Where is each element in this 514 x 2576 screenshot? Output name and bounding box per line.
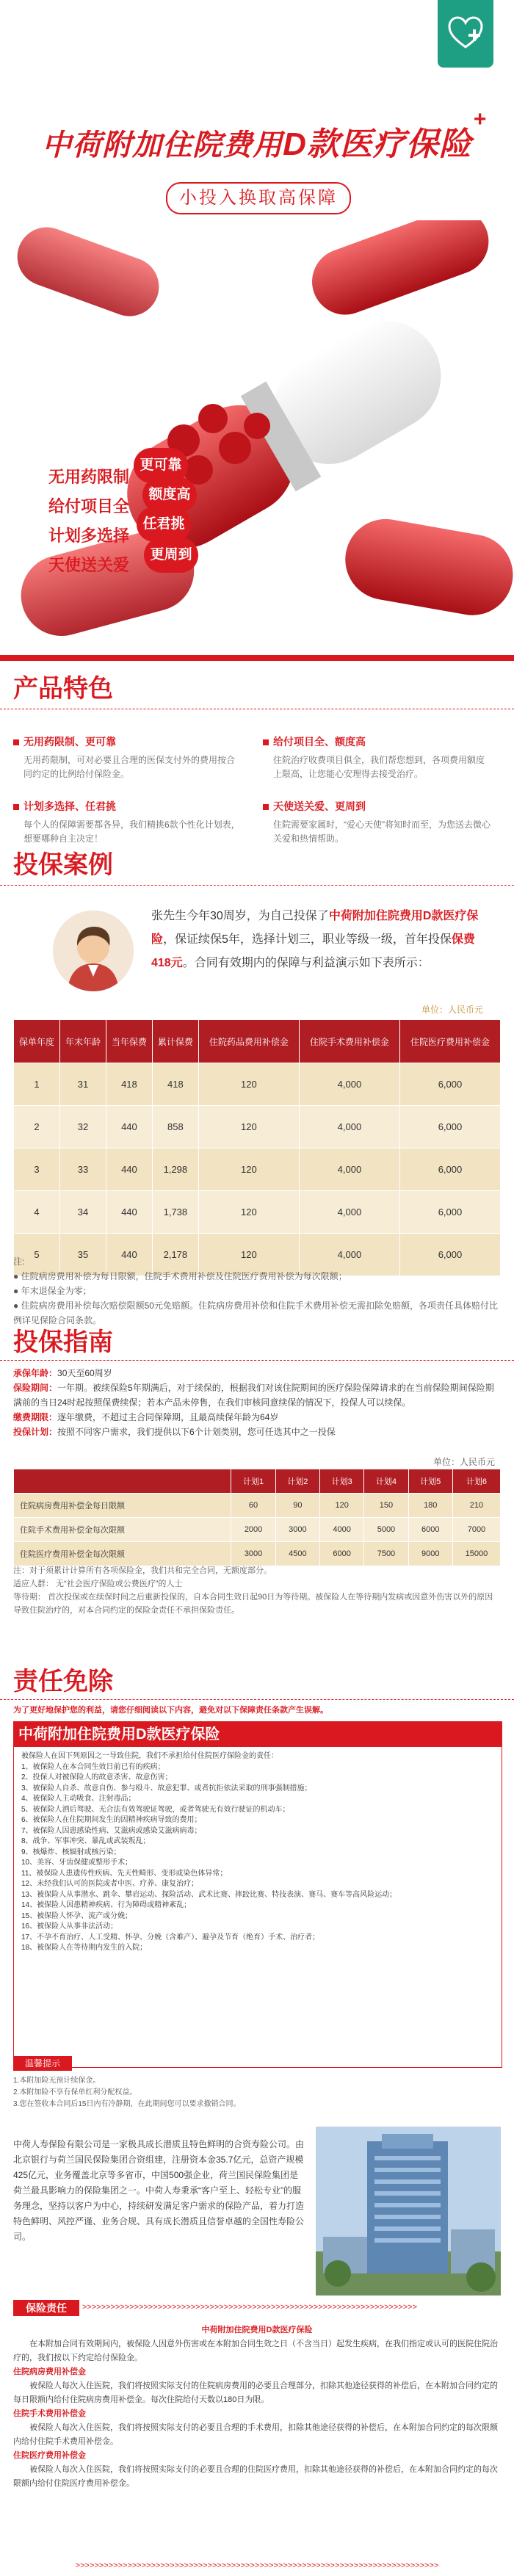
product-feature-3: [13, 799, 241, 846]
product-feature-text: 住院治疗收费项目俱全，我们帮您想到，各项费用额度上限高，让您能心安理得去接受治疗。: [273, 755, 485, 779]
table-cell: 计划6: [452, 1469, 500, 1494]
table-header: 住院手术费用补偿金: [299, 1020, 399, 1063]
section-title-case: 投保案例: [13, 851, 113, 879]
heart-plus-icon: [448, 15, 483, 51]
tips: [13, 2075, 501, 2110]
table-cell: 6,000: [399, 1106, 500, 1148]
table-row: [14, 1518, 501, 1542]
table-cell: 3000: [275, 1518, 319, 1542]
clause-line: 11、被保险人患遗传性疾病、先天性畸形、变形或染色体异常；: [21, 1869, 228, 1878]
table-cell: 4500: [275, 1542, 319, 1566]
table-cell: 3000: [231, 1542, 275, 1566]
hero-bottom-bar: [0, 655, 514, 661]
table-cell: 120: [198, 1106, 299, 1148]
table-cell: 418: [152, 1063, 198, 1106]
table-header: 保单年度: [14, 1020, 60, 1063]
clause-line: 15、被保险人怀孕、流产或分娩；: [21, 1911, 133, 1920]
product-feature-text: 每个人的保障需要都各异，我们精挑6款个性化计划表，想要哪种自主决定！: [23, 820, 240, 844]
table-cell: 858: [152, 1106, 198, 1148]
table-cell: 9000: [408, 1542, 452, 1566]
guide-label: 保险期间：: [13, 1383, 58, 1393]
guide-text: 逐年缴费，不超过主合同保障期，且最高续保年龄为64岁: [57, 1412, 279, 1422]
clause-title: 中荷附加住院费用D款医疗保险: [14, 1722, 502, 1747]
hero-feature-4: 天使送关爱: [48, 556, 130, 574]
note-text: 住院病房费用补偿每次赔偿限额50元免赔额。住院病房费用补偿和住院手术费用补偿无需扣除免赔额，各项责任具体赔付比例详见保险合同条款。: [13, 1300, 498, 1325]
company-intro: 中荷人寿保险有限公司是一家极具成长潜质且特色鲜明的合资寿险公司。由北京银行与荷兰国民保险集团合资组建，注册资本金35.7亿元，总资产规模425亿元，业务覆盖北京等多省市，中国500强企业，荷兰国民保险集团是荷兰最具影响力的保险集团之一。中荷人寿秉承“客户至上、轻松专业”的服务理念，坚持以客户为中心，持续研发满足客户需求的保险产品，着力打造特色鲜明、风控严谨、业务合规、具有成长潜质且信誉卓越的全国性寿险公司。: [13, 2139, 305, 2242]
hero-banner: [0, 0, 514, 661]
decorative-arrows: >>>>>>>>>>>>>>>>>>>>>>>>>>>>>>>>>>>>>>>>>>>>>>>>>>>>>>>>>>>>>>>>>>>>>>>: [82, 2303, 418, 2312]
table-header: 住院药品费用补偿金: [198, 1020, 299, 1063]
case-text-c: 。合同有效期内的保障与利益演示如下表所示：: [182, 957, 430, 969]
footer-arrows: >>>>>>>>>>>>>>>>>>>>>>>>>>>>>>>>>>>>>>>>>>>>>>>>>>>>>>>>>>>>>>>>>>>>>>>>>>>>>: [75, 2561, 439, 2570]
product-feature-2: [263, 734, 491, 781]
table-cell: 4: [14, 1191, 60, 1234]
hero-feature-list: [48, 463, 129, 580]
table-cell: 35: [59, 1234, 106, 1276]
clause-line: 17、不孕不育治疗、人工受精、怀孕、分娩（含难产）、避孕及节育（绝育）手术、治疗者；: [21, 1933, 320, 1942]
table-cell: 4,000: [299, 1191, 399, 1234]
clause-line: 13、被保险人从事潜水、跳伞、攀岩运动、探险活动、武术比赛、摔跤比赛、特技表演、赛马、赛车等高风险运动；: [21, 1890, 397, 1899]
liability-warning: 为了更好地保护您的利益，请您仔细阅读以下内容，避免对以下保障责任条款产生误解。: [13, 1706, 328, 1715]
hero-title: [0, 107, 514, 164]
table-cell: 440: [106, 1106, 152, 1148]
section-title-guide: 投保指南: [13, 1328, 113, 1356]
case-notes: [13, 1254, 501, 1328]
guide-info: [13, 1366, 501, 1439]
responsibility-title: 中荷附加住院费用D款医疗保险: [201, 2326, 313, 2334]
table-cell: 7000: [452, 1518, 500, 1542]
case-text-b: ，保证续保5年，选择计划三，职业等级一级，首年投保: [163, 933, 452, 946]
bubble-thoughtful: 更周到: [144, 538, 198, 573]
responsibility-subtitle: 住院医疗费用补偿金: [13, 2451, 86, 2460]
table-cell: 6000: [408, 1518, 452, 1542]
section-divider: [0, 885, 514, 886]
clause-line: 3、被保险人自杀、故意自伤、参与殴斗、故意犯罪、或者抗拒依法采取的刑事强制措施；: [21, 1784, 312, 1792]
table-header: 年末年龄: [59, 1020, 106, 1063]
guide-notes: [13, 1564, 501, 1617]
hero-feature-3: 计划多选择: [48, 527, 130, 545]
table-cell: 6,000: [399, 1063, 500, 1106]
guide-line: [13, 1366, 501, 1381]
hero-feature-2: 给付项目全: [48, 497, 130, 515]
table-row: [14, 1191, 501, 1234]
table-row: [14, 1106, 501, 1148]
hero-plus-mark: +: [473, 107, 488, 131]
table-cell: 6,000: [399, 1234, 500, 1276]
product-feature-title: 给付项目全、额度高: [263, 734, 491, 749]
guide-text: 按照不同客户需求，我们提供以下6个计划类别，您可任选其中之一投保: [57, 1427, 336, 1437]
guide-label: 缴费期限：: [13, 1412, 58, 1422]
guide-text: 一年期。被续保险5年期满后，对于续保的，根据我们对该住院期间的医疗保险保障请求的在当前保险期间保险期满前的当日24时起按照保费续保；若本产品未停售，在我们审核同意续保的情况下，投保人可以续保。: [13, 1383, 494, 1408]
table-cell: 15000: [452, 1542, 500, 1566]
product-feature-title: 天使送关爱、更周到: [263, 799, 491, 814]
section-title-product: 产品特色: [13, 675, 113, 703]
table-cell: 1: [14, 1063, 60, 1106]
case-text-a: 张先生今年30周岁，为自己投保了: [151, 910, 329, 922]
responsibility-intro: 在本附加合同有效期间内，被保险人因意外伤害或在本附加合同生效之日（不含当日）起发生疾病，在我们指定或认可的医院住院治疗的，我们按以下约定给付保险金。: [13, 2340, 498, 2362]
table-cell: 440: [106, 1234, 152, 1276]
product-feature-1: [13, 734, 241, 781]
guide-text: 30天至60周岁: [57, 1368, 112, 1378]
table-cell: 计划2: [275, 1469, 319, 1494]
table-cell: 418: [106, 1063, 152, 1106]
product-feature-title: 计划多选择、任君挑: [13, 799, 241, 814]
section-title-liability: 责任免除: [13, 1668, 113, 1696]
case-product-name: 中荷附加住院费用D款医疗保险: [151, 910, 479, 946]
guide-label: 承保年龄：: [13, 1368, 58, 1378]
company-building-image: [316, 2127, 501, 2295]
table-cell: 4000: [320, 1518, 364, 1542]
avatar: [53, 911, 134, 991]
benefit-table: [13, 1019, 501, 1276]
table-cell: 120: [198, 1063, 299, 1106]
case-unit: 单位：人民币元: [421, 1005, 484, 1015]
product-feature-4: [263, 799, 491, 846]
table-cell: 4,000: [299, 1234, 399, 1276]
tip-item: 2.本附加险不享有保单红利分配权益。: [13, 2088, 137, 2096]
clause-line: 8、战争、军事冲突、暴乱或武装叛乱；: [21, 1837, 151, 1845]
table-cell: 2000: [231, 1518, 275, 1542]
table-header: 住院医疗费用补偿金: [399, 1020, 500, 1063]
capsule-illustration: [0, 220, 514, 661]
bubble-choose: 任君挑: [137, 507, 191, 542]
case-premium: 保费418元: [151, 933, 475, 969]
benefit-table-body: [14, 1063, 501, 1276]
table-cell: 3: [14, 1148, 60, 1191]
clause-line: 10、美容、牙齿保健或整形手术；: [21, 1859, 133, 1867]
clause-line: 5、被保险人酒后驾驶、无合法有效驾驶证驾驶，或者驾驶无有效行驶证的机动车；: [21, 1805, 290, 1814]
clause-line: 16、被保险人从事非法活动；: [21, 1922, 118, 1931]
clause-line: 9、核爆炸、核辐射或核污染；: [21, 1848, 121, 1856]
note-item: ● 住院病房费用补偿为每日限额，住院手术费用补偿及住院医疗费用补偿为每次限额；: [13, 1271, 347, 1281]
note-item: ● 住院病房费用补偿每次赔偿限额50元免赔额。住院病房费用补偿和住院手术费用补偿无需扣除免赔额，各项责任具体赔付比例详见保险合同条款。: [13, 1300, 498, 1325]
table-cell: 7500: [364, 1542, 408, 1566]
guide-unit: 单位：人民币元: [433, 1457, 496, 1467]
clause-line: 被保险人在因下列原因之一导致住院，我们不承担给付住院医疗保险金的责任：: [21, 1752, 278, 1760]
product-feature-text: 住院需要家属时，“爱心天使”将知时而至，为您送去微心关爱和热情帮助。: [273, 820, 491, 844]
plan-table: [13, 1469, 501, 1566]
plan-table-body: [14, 1469, 501, 1566]
table-cell: 120: [198, 1191, 299, 1234]
table-cell: 210: [452, 1494, 500, 1518]
section-divider: [0, 1360, 514, 1361]
table-header: 累计保费: [152, 1020, 198, 1063]
responsibility-tab: 保险责任: [13, 2300, 79, 2316]
table-cell: [14, 1469, 231, 1494]
section-divider: [0, 1699, 514, 1700]
table-header-row: [14, 1020, 501, 1063]
notes-title: 注:: [13, 1256, 25, 1267]
table-cell: 计划5: [408, 1469, 452, 1494]
table-row: [14, 1148, 501, 1191]
clause-body: [14, 1747, 502, 1958]
clause-line: 4、被保险人主动吸食、注射毒品；: [21, 1795, 136, 1803]
building-icon: [316, 2127, 501, 2295]
table-cell: 32: [59, 1106, 106, 1148]
clause-line: 18、被保险人在等待期内发生的入院；: [21, 1944, 148, 1952]
table-cell: 440: [106, 1191, 152, 1234]
guide-note: 适应人群： 无“社会医疗保险或公费医疗”的人士: [13, 1580, 183, 1588]
note-item: ● 年末退保金为零；: [13, 1286, 92, 1296]
clause-line: 12、未经我们认可的医院或者中医、疗养、康复治疗；: [21, 1880, 199, 1888]
clause-line: 6、被保险人在住院期间发生的因精神疾病导致的费用；: [21, 1816, 202, 1824]
table-cell: 120: [198, 1234, 299, 1276]
product-feature-title: 无用药限制、更可靠: [13, 734, 241, 749]
responsibility-subtitle: 住院手术费用补偿金: [13, 2409, 86, 2418]
table-cell: 6,000: [399, 1191, 500, 1234]
table-cell: 6000: [320, 1542, 364, 1566]
table-cell: 计划1: [231, 1469, 275, 1494]
clause-line: 1、被保险人在本合同生效日前已有的疾病；: [21, 1762, 165, 1771]
table-cell: 计划3: [320, 1469, 364, 1494]
note-text: 住院病房费用补偿为每日限额，住院手术费用补偿及住院医疗费用补偿为每次限额；: [21, 1271, 347, 1281]
table-cell: 150: [364, 1494, 408, 1518]
tip-item: 3.您在签收本合同后15日内有冷静期，在此期间您可以要求撤销合同。: [13, 2100, 241, 2108]
responsibility-content: [13, 2323, 501, 2491]
brand-logo: [438, 0, 493, 68]
table-cell: 440: [106, 1148, 152, 1191]
table-cell: 4,000: [299, 1148, 399, 1191]
hero-feature-1: 无用药限制: [48, 468, 130, 486]
guide-label: 投保计划：: [13, 1427, 58, 1437]
table-cell: 34: [59, 1191, 106, 1234]
clause-box: [13, 1721, 502, 2068]
hero-subtitle: 小投入换取高保障: [166, 182, 351, 214]
clause-line: 14、被保险人因患精神疾病、行为障碍或精神紊乱；: [21, 1901, 192, 1909]
table-cell: 31: [59, 1063, 106, 1106]
table-cell: 4,000: [299, 1106, 399, 1148]
table-row: [14, 1494, 501, 1518]
tip-label: 温馨提示: [13, 2056, 72, 2071]
table-cell: 120: [198, 1148, 299, 1191]
guide-note: 注：对于须累计计算所有各项保险金，我们共和完全合同，无额度部分。: [13, 1566, 272, 1575]
table-row: [14, 1469, 501, 1494]
table-cell: 180: [408, 1494, 452, 1518]
responsibility-text: 被保险人每次入住医院，我们将按照实际支付的必要且合理的住院医疗费用，扣除其他途径获得的补偿后，在本附加合同约定的每次限额内给付住院医疗费用补偿金。: [13, 2465, 498, 2488]
bubble-reliable: 更可靠: [134, 448, 188, 483]
table-cell: 33: [59, 1148, 106, 1191]
table-cell: 住院病房费用补偿金每日限额: [14, 1494, 231, 1518]
note-text: 年末退保金为零；: [21, 1286, 92, 1296]
table-cell: 6,000: [399, 1148, 500, 1191]
bubble-high-limit: 额度高: [142, 477, 197, 513]
table-cell: 2,178: [152, 1234, 198, 1276]
table-cell: 90: [275, 1494, 319, 1518]
clause-line: 2、投保人对被保险人的故意杀害、故意伤害；: [21, 1773, 173, 1781]
product-feature-text: 无用药限制，可对必要且合理的医保支付外的费用按合同约定的比例给付保险金。: [23, 755, 236, 779]
guide-note: 等待期： 首次投保或在续保时间之后重新投保的，自本合同生效日起90日为等待期。被保险人在等待期内发病或因意外伤害以外的原因导致住院治疗的，对本合同约定的保险金责任不承担保险责任。: [13, 1593, 493, 1615]
person-icon: [53, 911, 134, 991]
table-cell: 1,298: [152, 1148, 198, 1191]
responsibility-subtitle: 住院病房费用补偿金: [13, 2367, 86, 2376]
table-cell: 2: [14, 1106, 60, 1148]
hero-title-prefix: 中荷附加住院费用: [42, 129, 283, 162]
table-cell: 120: [320, 1494, 364, 1518]
responsibility-text: 被保险人每次入住医院，我们将按照实际支付的必要且合理的手术费用，扣除其他途径获得的补偿后，在本附加合同约定的每次限额内给付住院手术费用补偿金。: [13, 2423, 498, 2446]
guide-line: [13, 1381, 501, 1410]
table-row: [14, 1063, 501, 1106]
tip-item: 1.本附加险无预计续保金。: [13, 2077, 101, 2085]
table-header: 当年保费: [106, 1020, 152, 1063]
table-cell: 60: [231, 1494, 275, 1518]
table-cell: 住院医疗费用补偿金每次限额: [14, 1542, 231, 1566]
hero-title-bold: D款医疗保险: [283, 126, 472, 162]
table-cell: 5: [14, 1234, 60, 1276]
guide-line: [13, 1425, 501, 1439]
table-cell: 4,000: [299, 1063, 399, 1106]
table-cell: 计划4: [364, 1469, 408, 1494]
responsibility-text: 被保险人每次入住医院，我们将按照实际支付的住院病房费用的必要且合理部分，扣除其他途径获得的补偿后，在本附加合同约定的每日限额内给付住院病房费用补偿金。每次住院给付天数以180日为限。: [13, 2381, 498, 2404]
table-cell: 住院手术费用补偿金每次限额: [14, 1518, 231, 1542]
table-cell: 5000: [364, 1518, 408, 1542]
guide-line: [13, 1410, 501, 1425]
case-description: [151, 905, 489, 975]
clause-line: 7、被保险人因患感染性病、艾滋病或感染艾滋病病毒；: [21, 1826, 202, 1835]
table-row: [14, 1542, 501, 1566]
table-cell: 1,738: [152, 1191, 198, 1234]
